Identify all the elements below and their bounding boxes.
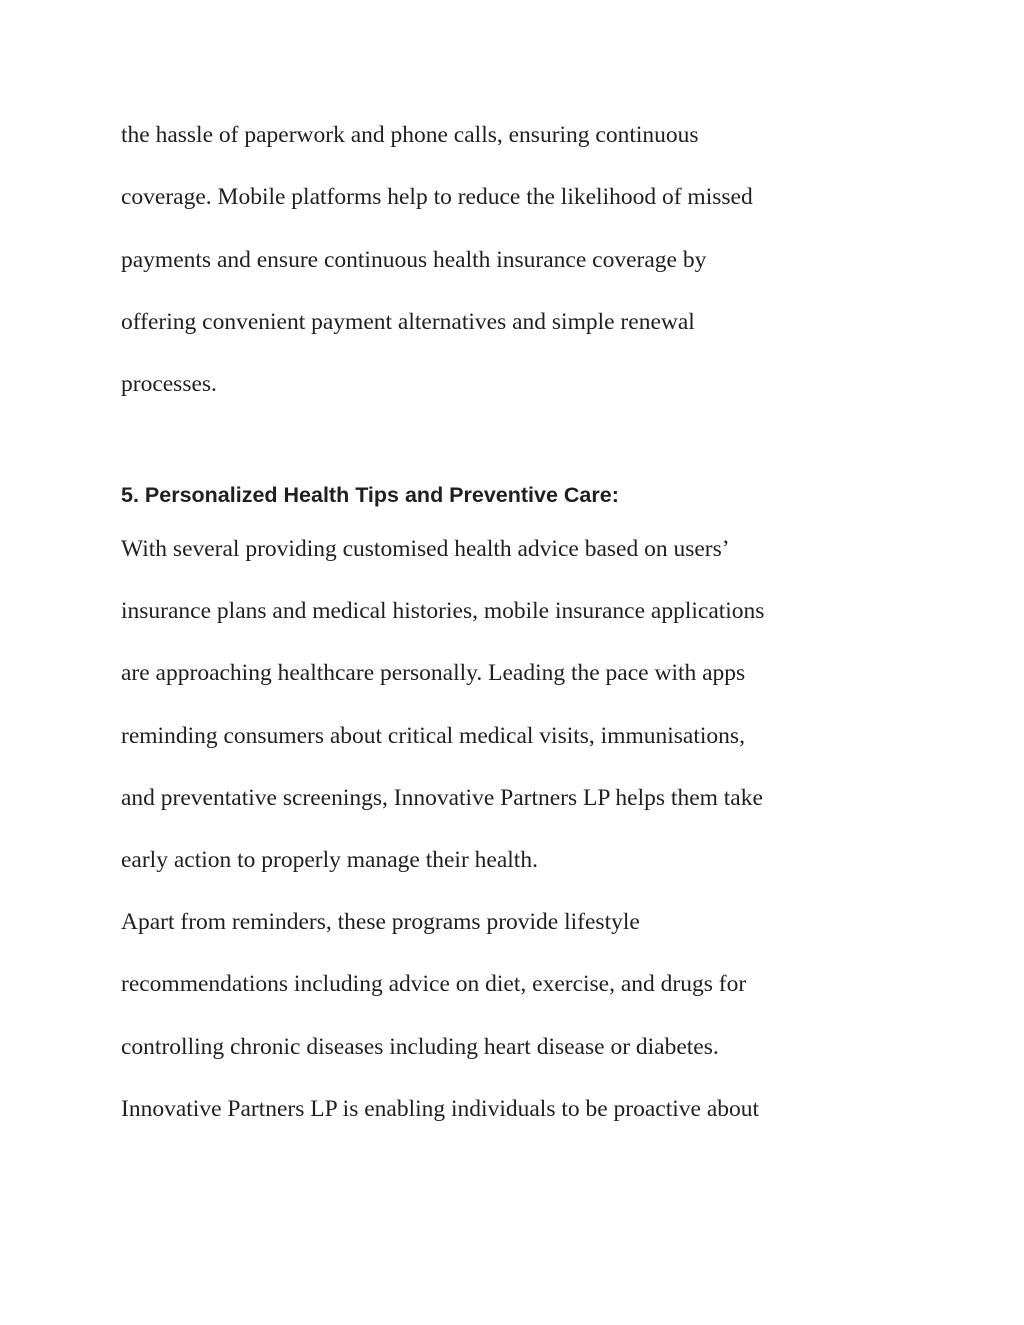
paragraph-line: Apart from reminders, these programs provide lifestyle xyxy=(121,909,640,935)
paragraph-line: recommendations including advice on diet, exercise, and drugs for xyxy=(121,971,747,997)
paragraph-line: processes. xyxy=(121,371,217,397)
paragraph-line: and preventative screenings, Innovative Partners LP helps them take xyxy=(121,785,763,811)
paragraph-line: With several providing customised health advice based on users’ xyxy=(121,536,730,562)
paragraph-line: Innovative Partners LP is enabling individuals to be proactive about xyxy=(121,1096,760,1122)
paragraph-line: controlling chronic diseases including heart disease or diabetes. xyxy=(121,1034,719,1060)
paragraph-line: reminding consumers about critical medical visits, immunisations, xyxy=(121,723,745,749)
paragraph-line: insurance plans and medical histories, mobile insurance applications xyxy=(121,598,765,624)
section-heading: 5. Personalized Health Tips and Preventive Care: xyxy=(121,483,619,507)
paragraph-line: early action to properly manage their health. xyxy=(121,847,538,873)
paragraph-line: are approaching healthcare personally. Leading the pace with apps xyxy=(121,660,746,686)
paragraph-line: offering convenient payment alternatives and simple renewal xyxy=(121,309,695,335)
paragraph-line: the hassle of paperwork and phone calls, ensuring continuous xyxy=(121,122,699,148)
paragraph-line: payments and ensure continuous health insurance coverage by xyxy=(121,247,707,273)
paragraph-line: coverage. Mobile platforms help to reduce the likelihood of missed xyxy=(121,184,753,210)
